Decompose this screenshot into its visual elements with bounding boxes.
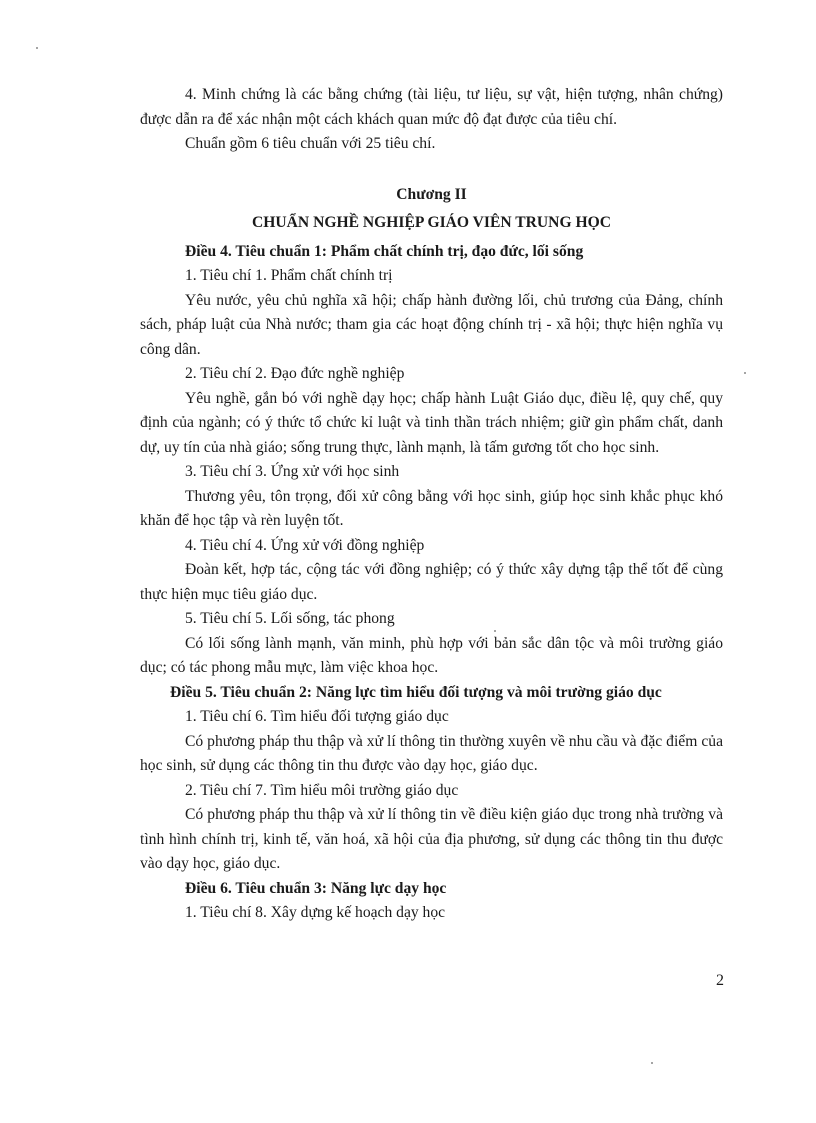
criterion-6-title: 1. Tiêu chí 6. Tìm hiểu đối tượng giáo dục: [185, 708, 449, 725]
article-6-heading: Điều 6. Tiêu chuẩn 3: Năng lực dạy học: [185, 879, 447, 897]
intro-paragraph-4: 4. Minh chứng là các bằng chứng (tài liệu, tư liệu, sự vật, hiện tượng, nhân chứng) được dẫn ra để xác nhận một cách khách quan mức độ đạt được của tiêu chí.: [140, 86, 723, 128]
chapter-title: CHUẨN NGHỀ NGHIỆP GIÁO VIÊN TRUNG HỌC: [252, 213, 611, 231]
page-body: [140, 83, 723, 926]
criterion-5-title: 5. Tiêu chí 5. Lối sống, tác phong: [185, 610, 395, 627]
criterion-1-title: 1. Tiêu chí 1. Phẩm chất chính trị: [185, 267, 393, 284]
criterion-2-text: Yêu nghề, gắn bó với nghề dạy học; chấp hành Luật Giáo dục, điều lệ, quy chế, quy định của ngành; có ý thức tổ chức kỉ luật và tinh thần trách nhiệm; giữ gìn phẩm chất, danh dự, uy tín của nhà giáo; sống trung thực, lành mạnh, là tấm gương tốt cho học sinh.: [140, 389, 723, 456]
criterion-4-title: 4. Tiêu chí 4. Ứng xử với đồng nghiệp: [185, 536, 425, 554]
criterion-2-title: 2. Tiêu chí 2. Đạo đức nghề nghiệp: [185, 365, 405, 382]
criterion-7-text: Có phương pháp thu thập và xử lí thông tin về điều kiện giáo dục trong nhà trường và tình hình chính trị, kinh tế, văn hoá, xã hội của địa phương, sử dụng các thông tin thu được vào dạy học, giáo dục.: [140, 806, 723, 872]
criterion-4-text: Đoàn kết, hợp tác, cộng tác với đồng nghiệp; có ý thức xây dựng tập thể tốt để cùng thực hiện mục tiêu giáo dục.: [140, 561, 723, 603]
criterion-6-text: Có phương pháp thu thập và xử lí thông tin thường xuyên về nhu cầu và đặc điểm của học sinh, sử dụng các thông tin thu được vào dạy học, giáo dục.: [140, 732, 723, 774]
criterion-1-text: Yêu nước, yêu chủ nghĩa xã hội; chấp hành đường lối, chủ trương của Đảng, chính sách, pháp luật của Nhà nước; tham gia các hoạt động chính trị - xã hội; thực hiện nghĩa vụ công dân.: [140, 291, 723, 358]
article-5-heading: Điều 5. Tiêu chuẩn 2: Năng lực tìm hiểu đối tượng và môi trường giáo dục: [170, 683, 662, 701]
scan-speck: [651, 1062, 653, 1064]
scan-speck: [36, 47, 38, 49]
criterion-8-title: 1. Tiêu chí 8. Xây dựng kế hoạch dạy học: [185, 904, 446, 921]
criterion-5-text: Có lối sống lành mạnh, văn minh, phù hợp với bản sắc dân tộc và môi trường giáo dục; có tác phong mẫu mực, làm việc khoa học.: [140, 634, 723, 676]
intro-summary: Chuẩn gồm 6 tiêu chuẩn với 25 tiêu chí.: [185, 135, 436, 152]
chapter-label: Chương II: [396, 185, 467, 203]
criterion-7-title: 2. Tiêu chí 7. Tìm hiểu môi trường giáo dục: [185, 781, 459, 799]
criterion-3-text: Thương yêu, tôn trọng, đối xử công bằng với học sinh, giúp học sinh khắc phục khó khăn để học tập và rèn luyện tốt.: [140, 487, 723, 529]
scan-speck: [744, 372, 746, 374]
chapter-heading: [140, 183, 723, 235]
article-4-heading: Điều 4. Tiêu chuẩn 1: Phẩm chất chính trị, đạo đức, lối sống: [185, 242, 584, 260]
page-number: 2: [716, 972, 724, 989]
criterion-3-title: 3. Tiêu chí 3. Ứng xử với học sinh: [185, 463, 400, 480]
